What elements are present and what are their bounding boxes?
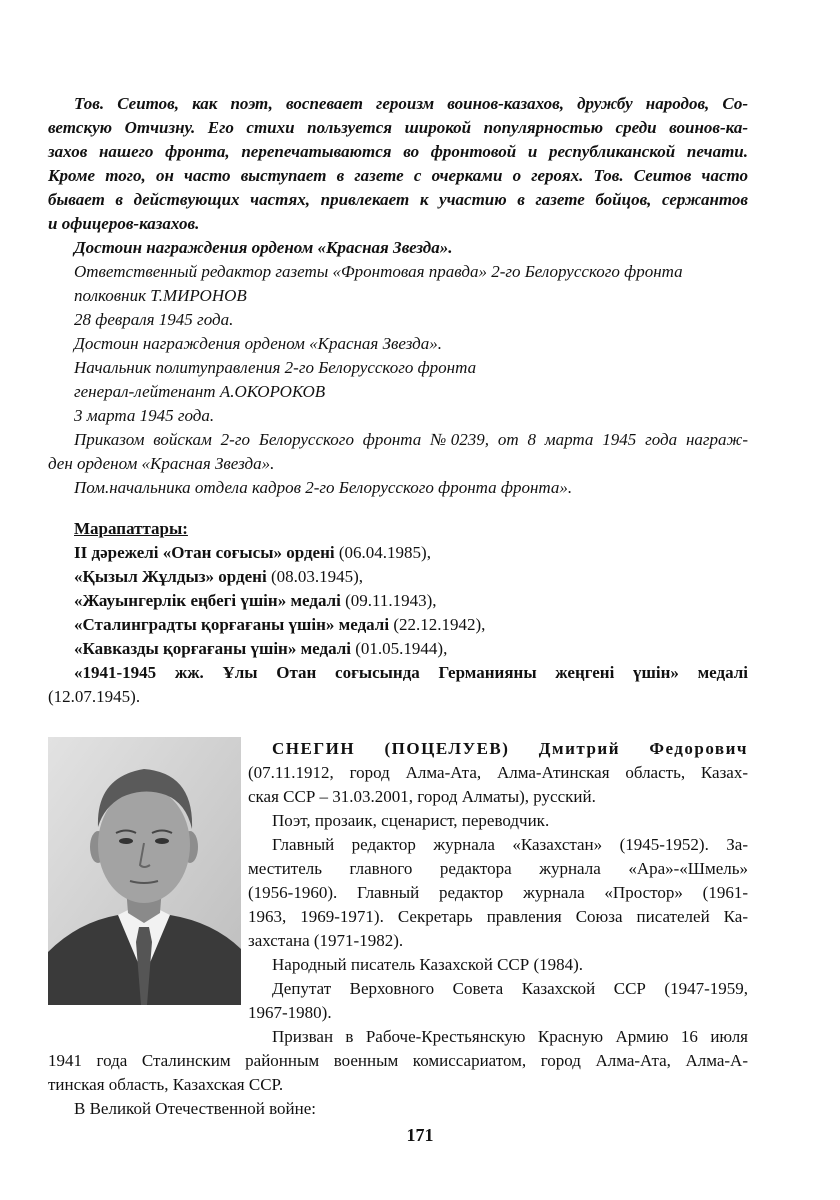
bio-line: В Великой Отечественной войне: <box>74 1099 317 1118</box>
bio-line: 1941 года Сталинским районным военным комиссариатом, город Алма-Ата, Алма-А- <box>48 1051 748 1070</box>
italic-line: генерал-лейтенант А.ОКОРОКОВ <box>74 382 326 401</box>
bio-line: (1956-1960). Главный редактор журнала «Простор» (1961- <box>248 883 748 902</box>
award-item <box>74 565 748 589</box>
worthy-heading: Достоин награждения орденом «Красная Звезда». <box>74 238 453 257</box>
bio-line: 1967-1980). <box>248 1003 332 1022</box>
award-item <box>74 613 748 637</box>
bio-line: захстана (1971-1982). <box>248 931 404 950</box>
person-name: СНЕГИН (ПОЦЕЛУЕВ) Дмитрий Федорович <box>272 739 748 758</box>
bio-line: Поэт, прозаик, сценарист, переводчик. <box>272 811 550 830</box>
bio-line: Депутат Верховного Совета Казахской ССР (1947-1959, <box>272 979 748 998</box>
page-number: 171 <box>406 1125 434 1145</box>
italic-line: Достоин награждения орденом «Красная Звезда». <box>74 334 442 353</box>
paragraph-line: Кроме того, он часто выступает в газете с очерками о героях. Тов. Сеитов часто <box>48 166 748 185</box>
award-date: (06.04.1985), <box>334 543 431 562</box>
italic-line: Начальник политуправления 2-го Белорусского фронта <box>74 358 477 377</box>
award-date: (09.11.1943), <box>340 591 437 610</box>
bio-line: ская ССР – 31.03.2001, город Алматы), русский. <box>248 787 596 806</box>
bio-line: 1963, 1969-1971). Секретарь правления Союза писателей Ка- <box>248 907 748 926</box>
award-date: (22.12.1942), <box>389 615 486 634</box>
bio-line: Главный редактор журнала «Казахстан» (1945-1952). За- <box>272 835 748 854</box>
award-item <box>74 541 748 565</box>
italic-line: 3 марта 1945 года. <box>74 406 215 425</box>
paragraph-line: ветскую Отчизну. Его стихи пользуется широкой популярностью среди воинов-ка- <box>48 118 748 137</box>
italic-line: 28 февраля 1945 года. <box>74 310 234 329</box>
awards-heading: Марапаттары: <box>74 519 188 538</box>
award-name: II дәрежелі «Отан соғысы» ордені <box>74 543 335 562</box>
italic-line: Ответственный редактор газеты «Фронтовая правда» 2-го Белорусского фронта <box>74 262 683 281</box>
paragraph-line: Тов. Сеитов, как поэт, воспевает героизм воинов-казахов, дружбу народов, Со- <box>74 94 748 113</box>
award-item <box>74 589 748 613</box>
award-date: (01.05.1944), <box>351 639 448 658</box>
bio-line: Призван в Рабоче-Крестьянскую Красную Армию 16 июля <box>272 1027 748 1046</box>
award-name: «Жауынгерлік еңбегі үшін» медалі <box>74 591 341 610</box>
italic-line: полковник Т.МИРОНОВ <box>74 286 247 305</box>
award-name: «Қызыл Жұлдыз» ордені <box>74 567 267 586</box>
award-name: «Сталинградты қорғағаны үшін» медалі <box>74 615 390 634</box>
award-name: «Кавказды қорғағаны үшін» медалі <box>74 639 352 658</box>
bio-line: тинская область, Казахская ССР. <box>48 1075 284 1094</box>
italic-line: Приказом войскам 2-го Белорусского фронта №0239, от 8 марта 1945 года награж- <box>74 430 748 449</box>
bio-line: Народный писатель Казахской ССР (1984). <box>272 955 584 974</box>
award-item-last: «1941-1945 жж. Ұлы Отан соғысында Германияны жеңгені үшін» медалі <box>74 663 748 682</box>
portrait-photo <box>48 737 241 1005</box>
italic-line: Пом.начальника отдела кадров 2-го Белорусского фронта фронта». <box>74 478 573 497</box>
paragraph-line: и офицеров-казахов. <box>48 214 200 233</box>
award-date: (08.03.1945), <box>266 567 364 586</box>
award-date-last: (12.07.1945). <box>48 687 141 706</box>
italic-line: ден орденом «Красная Звезда». <box>48 454 275 473</box>
award-item <box>74 637 748 661</box>
paragraph-line: бывает в действующих частях, привлекает к участию в газете бойцов, сержантов <box>48 190 748 209</box>
bio-name-line <box>248 737 748 761</box>
bio-line: меститель главного редактора журнала «Ара»-«Шмель» <box>248 859 748 878</box>
paragraph-line: захов нашего фронта, перепечатываются во фронтовой и республиканской печати. <box>48 142 748 161</box>
bio-line: (07.11.1912, город Алма-Ата, Алма-Атинская область, Казах- <box>248 763 748 782</box>
